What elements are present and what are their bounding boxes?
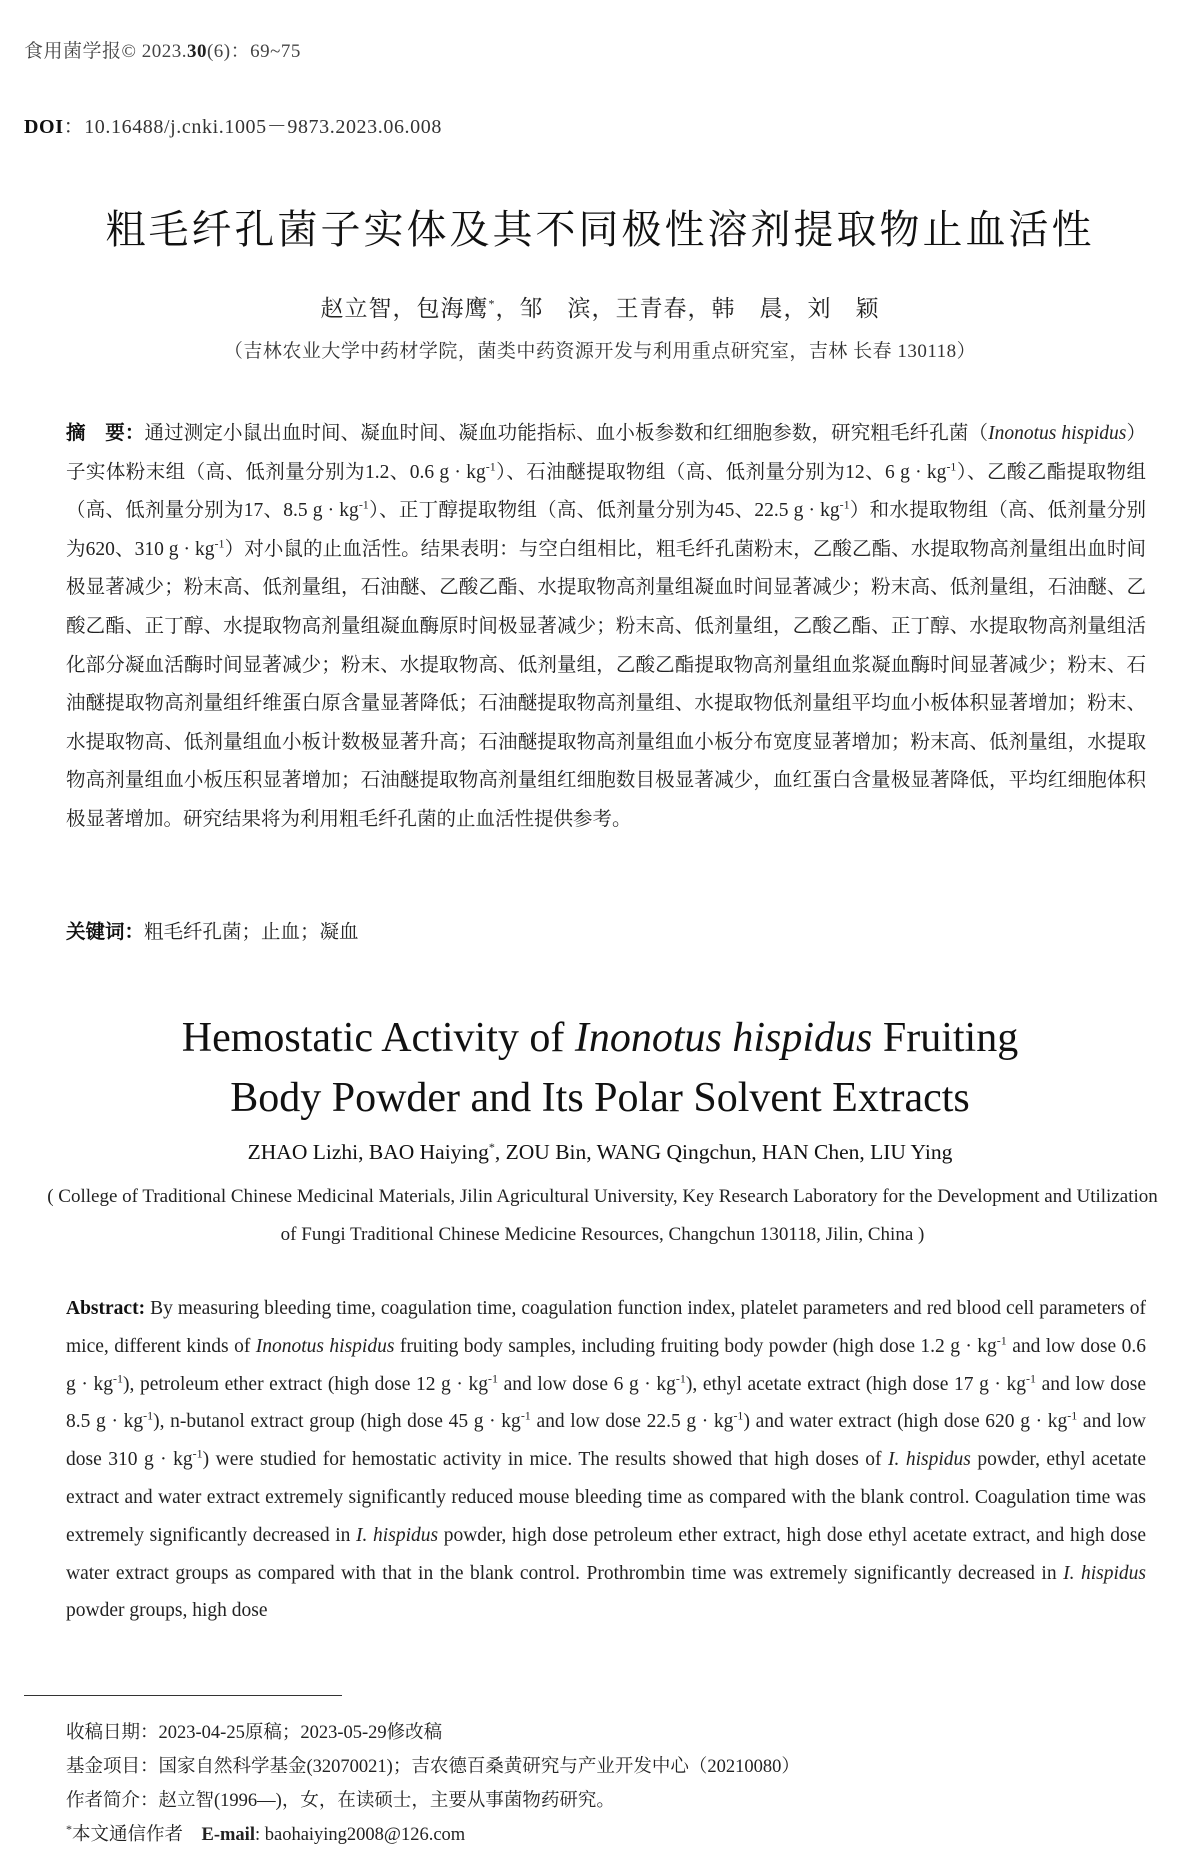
authors-cn [0,290,1200,323]
affiliation-en: ( College of Traditional Chinese Medicinal Materials, Jilin Agricultural University, Key Research Laboratory for the Development and Utilization of Fungi Traditional Chinese Medicine Resources, Changchun 130118, Jilin, China ) [47,1186,1158,1245]
corresponding-star-cn: * [488,296,496,311]
unit-exponent: -1 [112,1371,123,1386]
abstract-en-text: powder groups, high dose [66,1600,268,1622]
unit-exponent: -1 [996,1333,1007,1348]
footnote-author-bio: 作者简介：赵立智(1996—)，女，在读硕士，主要从事菌物药研究。 [66,1791,615,1811]
unit-exponent: -1 [485,459,496,474]
keywords-cn [66,916,359,944]
footnote-divider [24,1695,342,1696]
email-label: E-mail [201,1825,255,1845]
journal-issue-pages: (6)：69~75 [206,41,301,62]
abstract-cn-text: ）、正丁醇提取物组（高、低剂量分别为45、22.5 g · kg [368,500,840,522]
species-name: Inonotus hispidus [255,1335,395,1357]
journal-year: 2023. [141,41,187,62]
abstract-en-text: and low dose 6 g · kg [498,1373,676,1395]
abstract-en-text: ), n-butanol extract group (high dose 45 g · kg [153,1411,521,1433]
footnote-received: 收稿日期：2023-04-25原稿；2023-05-29修改稿 [66,1723,443,1743]
abstract-cn-label: 摘 要： [66,421,145,444]
species-abbr: I. hispidus [356,1524,439,1546]
abstract-en-text: and low dose 310 g · kg [66,1411,1146,1471]
unit-exponent: -1 [946,459,957,474]
keywords-cn-text: 粗毛纤孔菌；止血；凝血 [144,922,359,943]
abstract-cn-text: ）和水提取物组（高、低剂量分别为620、310 g · kg [66,500,1146,560]
authors-en-part1: ZHAO Lizhi, BAO Haiying [247,1140,489,1164]
corresponding-star-en: * [488,1139,495,1154]
unit-exponent: -1 [839,497,850,512]
abstract-en-text: ) and water extract (high dose 620 g · kg [743,1411,1068,1433]
abstract-en-text: and low dose 22.5 g · kg [530,1411,734,1433]
affiliation-cn: （吉林农业大学中药材学院，菌类中药资源开发与利用重点研究室，吉林 长春 130118） [223,341,977,362]
abstract-en-text: ), ethyl acetate extract (high dose 17 g · kg [685,1373,1027,1395]
title-en-line1 [0,1008,1200,1068]
journal-header [24,36,301,63]
abstract-en-label: Abstract: [66,1298,146,1319]
abstract-cn-text: ）、乙酸乙酯提取物组（高、低剂量分别为17、8.5 g · kg [66,461,1146,522]
unit-exponent: -1 [192,1446,203,1461]
abstract-en-text: and low dose 0.6 g · kg [66,1335,1147,1395]
species-name: Inonotus hispidus [988,423,1127,444]
species-abbr: I. hispidus [1063,1562,1147,1584]
title-en-text: Fruiting [872,1015,1019,1061]
abstract-en-text: and low dose 8.5 g · kg [66,1373,1146,1433]
doi-label: DOI [24,116,64,138]
paper-title-en [0,1008,1200,1128]
doi-value[interactable]: ：10.16488/j.cnki.1005－9873.2023.06.008 [63,116,442,138]
corresponding-label: 本文通信作者 [72,1825,202,1845]
unit-exponent: -1 [1026,1371,1037,1386]
abstract-cn [66,414,1146,840]
unit-exponent: -1 [520,1408,531,1423]
unit-exponent: -1 [143,1408,154,1423]
journal-volume: 30 [186,41,207,62]
title-en-species: Inonotus hispidus [574,1015,873,1061]
abstract-cn-text: ）对小鼠的止血活性。结果表明：与空白组相比，粗毛纤孔菌粉末，乙酸乙酯、水提取物高剂量组出血时间极显著减少；粉末高、低剂量组，石油醚、乙酸乙酯、水提取物高剂量组凝血时间显著减少；粉末高、低剂量组，石油醚、乙酸乙酯、正丁醇、水提取物高剂量组凝血酶原时间极显著减少；粉末高、低剂量组，乙酸乙酯、正丁醇、水提取物高剂量组活化部分凝血活酶时间显著减少；粉末、水提取物高、低剂量组，乙酸乙酯提取物高剂量组血浆凝血酶时间显著减少；粉末、石油醚提取物高剂量组纤维蛋白原含量显著降低；石油醚提取物高剂量组、水提取物低剂量组平均血小板体积显著增加；粉末、水提取物高、低剂量组血小板计数极显著升高；石油醚提取物高剂量组血小板分布宽度显著增加；粉末高、低剂量组，水提取物高剂量组血小板压积显著增加；石油醚提取物高剂量组红细胞数目极显著减少，血红蛋白含量极显著降低，平均红细胞体积极显著增加。研究结果将为利用粗毛纤孔菌的止血活性提供参考。 [66,538,1146,830]
title-en-line2: Body Powder and Its Polar Solvent Extracts [230,1075,970,1121]
unit-exponent: -1 [488,1371,499,1386]
journal-name: 食用菌学报 [24,41,122,62]
authors-cn-part2: ，邹 滨，王青春，韩 晨，刘 颖 [495,296,880,321]
authors-en-part2: , ZOU Bin, WANG Qingchun, HAN Chen, LIU Ying [494,1140,953,1164]
unit-exponent: -1 [214,536,225,551]
title-en-text: Hemostatic Activity of [181,1015,575,1061]
abstract-en-text: By measuring bleeding time, coagulation time, coagulation function index, platelet parameters and red blood cell parameters of mice, different kinds of [66,1298,1146,1357]
copyright-mark: © [121,41,137,62]
keywords-cn-label: 关键词： [66,920,145,943]
footnote-corresponding [66,1820,465,1846]
abstract-en-text: fruiting body samples, including fruiting body powder (high dose 1.2 g · kg [394,1335,997,1357]
abstract-cn-text: ）子实体粉末组（高、低剂量分别为1.2、0.6 g · kg [66,423,1146,483]
footnote-funding: 基金项目：国家自然科学基金(32070021)；吉农德百桑黄研究与产业开发中心（20210080） [66,1757,800,1777]
email-address[interactable]: : baohaiying2008@126.com [254,1825,466,1845]
paper-title-cn: 粗毛纤孔菌子实体及其不同极性溶剂提取物止血活性 [105,207,1095,253]
abstract-en-text: powder, high dose petroleum ether extract, high dose ethyl acetate extract, and high dose water extract groups as compared with that in the blank control. Prothrombin time was extremely significantly decreased in [66,1524,1147,1584]
abstract-cn-text: 通过测定小鼠出血时间、凝血时间、凝血功能指标、血小板参数和红细胞参数，研究粗毛纤孔菌（ [144,423,989,444]
species-abbr: I. hispidus [888,1449,971,1471]
authors-cn-part1: 赵立智，包海鹰 [320,296,489,321]
abstract-cn-text: ）、石油醚提取物组（高、低剂量分别为12、6 g · kg [495,461,947,483]
doi-line [24,110,442,139]
unit-exponent: -1 [733,1408,744,1423]
corresponding-star: * [66,1821,72,1836]
unit-exponent: -1 [675,1371,686,1386]
authors-en [0,1140,1200,1165]
abstract-en-text: powder, ethyl acetate extract and water extract extremely significantly reduced mouse bleeding time as compared with the blank control. Coagulation time was extremely significantly decreased in [66,1449,1146,1546]
abstract-en [66,1290,1146,1630]
unit-exponent: -1 [1067,1408,1078,1423]
abstract-en-text: ) were studied for hemostatic activity in mice. The results showed that high doses of [202,1449,889,1471]
unit-exponent: -1 [358,497,369,512]
abstract-en-text: ), petroleum ether extract (high dose 12 g · kg [122,1373,489,1395]
